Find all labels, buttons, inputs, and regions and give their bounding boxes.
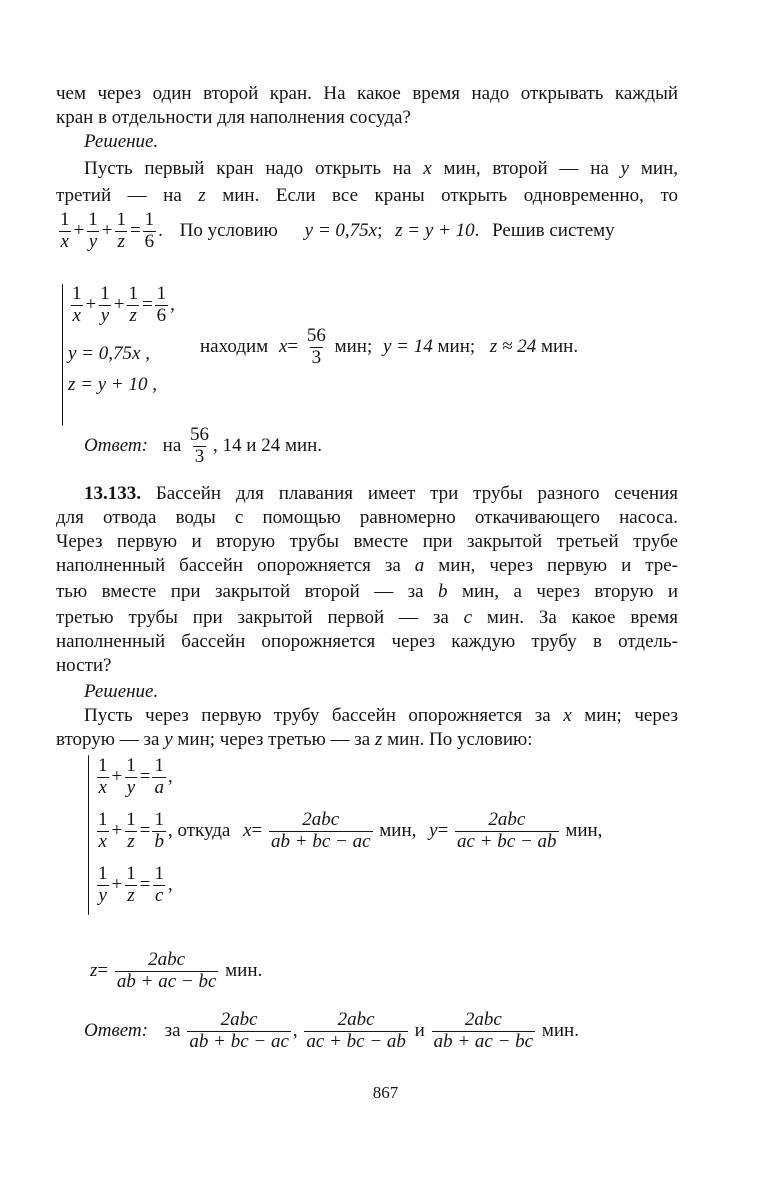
solution-label: Решение. bbox=[84, 131, 159, 152]
equation-line: z= $\frac{\text{2abc}}{ab + ac - bc}$ мин. bbox=[90, 949, 263, 992]
text-line: Через первую и вторую трубы вместе при закрытой третьей трубе bbox=[56, 531, 678, 552]
text-line: третий — на z мин. Если все краны открыть одновременно, то bbox=[56, 185, 678, 206]
text-line: Пусть первый кран надо открыть на x мин, второй — на y мин, bbox=[84, 158, 678, 179]
system-row: $\frac{1}{x}$ + $\frac{1}{y}$ = $\frac{1}{a}$ , bbox=[98, 755, 173, 798]
solution-label: Решение. bbox=[84, 681, 159, 702]
text-line: тью вместе при закрытой второй — за b мин, а через вторую и bbox=[56, 581, 678, 602]
system-brace bbox=[62, 284, 63, 426]
text-line: чем через один второй кран. На какое время надо открывать каждый bbox=[56, 83, 678, 104]
fraction: $\frac{1}{x}$ bbox=[60, 209, 70, 252]
system-row: $\frac{1}{x}$ + $\frac{1}{y}$ + $\frac{1}{z}$ = $\frac{1}{6}$ , bbox=[72, 283, 175, 326]
text-line: ности? bbox=[56, 655, 112, 676]
system-row: $\frac{1}{y}$ + $\frac{1}{z}$ = $\frac{1}{c}$ , bbox=[98, 863, 173, 906]
fraction: $\frac{1}{y}$ bbox=[88, 209, 98, 252]
system-brace bbox=[88, 755, 89, 915]
equation-line: $\frac{1}{x}$ + $\frac{1}{y}$ + $\frac{1}{z}$ = $\frac{1}{6}$ . По условию y = 0,75x; z = y + 10. Решив систему bbox=[60, 209, 615, 252]
fraction: $\frac{1}{z}$ bbox=[116, 209, 126, 252]
system-row: z = y + 10 , bbox=[68, 374, 157, 395]
system-row: $\frac{1}{x}$ + $\frac{1}{z}$ = $\frac{1}{b}$ , откуда x= $\frac{\text{2abc}}{ab + bc - ac}$ мин, y= $\frac{\text{2abc}}{ac + bc - ab}$ мин, bbox=[98, 809, 603, 852]
text-line: третью трубы при закрытой первой — за c мин. За какое время bbox=[56, 607, 679, 628]
text-line: наполненный бассейн опорожняется через каждую трубу в отдель- bbox=[56, 631, 678, 652]
page-number: 867 bbox=[372, 1083, 399, 1102]
text-line: 13.133. Бассейн для плавания имеет три трубы разного сечения bbox=[84, 483, 679, 504]
text-line: Пусть через первую трубу бассейн опорожняется за x мин; через bbox=[84, 705, 678, 726]
fraction: $\frac{1}{6}$ bbox=[144, 209, 155, 252]
text-line: кран в отдельности для наполнения сосуда? bbox=[56, 107, 411, 128]
text-line: для отвода воды с помощью равномерно откачивающего насоса. bbox=[56, 507, 678, 528]
system-row: y = 0,75x , bbox=[68, 343, 150, 364]
text-line: вторую — за y мин; через третью — за z мин. По условию: bbox=[56, 729, 533, 750]
answer-line: Ответ: на $\frac{56}{3}$ , 14 и 24 мин. bbox=[84, 424, 323, 467]
result-line: находим x= $\frac{56}{3}$ мин; y = 14 мин; z ≈ 24 мин. bbox=[200, 325, 579, 368]
text-line: наполненный бассейн опорожняется за a мин, через первую и тре- bbox=[56, 555, 679, 576]
answer-line: Ответ: за $\frac{\text{2abc}}{ab + bc - ac}$ , $\frac{\text{2abc}}{ac + bc - ab}$ и $\frac{\text{2abc}}{ab + ac - bc}$ мин. bbox=[84, 1009, 579, 1052]
